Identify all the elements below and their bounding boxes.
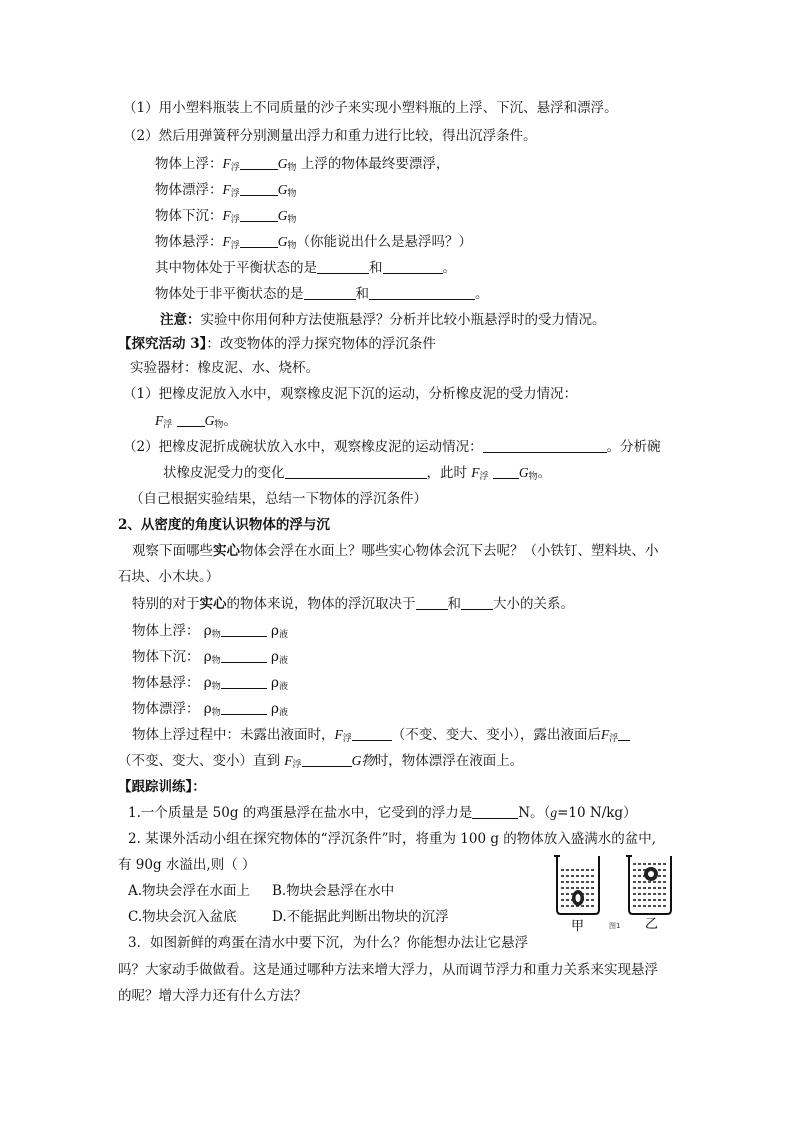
density-up: 物体上浮： $\rho_物$ $\rho_液$ [132, 623, 288, 640]
blank[interactable] [472, 804, 518, 819]
density-process: 物体上浮过程中：未露出液面时，$F_浮$ （不变、变大、变小），露出液面后$F_浮$ [132, 725, 630, 749]
blank[interactable] [240, 155, 278, 170]
option-d[interactable]: D.不能据此判断出物块的沉浮 [272, 909, 449, 925]
cond-sink-line: 物体下沉：$F_浮$ $G_物$ [155, 208, 297, 225]
density-q1: 观察下面哪些实心物体会浮在水面上？哪些实心物体会沉下去呢？（小铁钉、塑料块、小 [132, 543, 659, 559]
blank[interactable] [221, 622, 267, 637]
blank[interactable] [285, 464, 427, 479]
note-line: 注意：实验中你用何种方法使瓶悬浮？分析并比较小瓶悬浮时的受力情况。 [160, 312, 606, 328]
density-process-cont: （不变、变大、变小）直到 $F_浮$ G物时，物体漂浮在液面上。 [118, 753, 524, 770]
activity3-summary: （自己根据实验结果，总结一下物体的浮沉条件） [130, 491, 427, 507]
training-q2: 2. 某课外活动小组在探究物体的“浮沉条件”时，将重为 100 g 的物体放入盛满水的盆中, [128, 831, 657, 847]
beaker-yi [626, 856, 671, 914]
blank[interactable] [221, 674, 267, 689]
density-float: 物体漂浮： $\rho_物$ $\rho_液$ [132, 701, 288, 718]
note-label: 注意： [160, 312, 201, 328]
training-q3: 3．如图新鲜的鸡蛋在清水中要下沉，为什么？你能想办法让它悬浮 [128, 935, 529, 951]
cond-float-line: 物体漂浮：$F_浮$ $G_物$ [155, 182, 297, 199]
blank[interactable] [177, 412, 205, 427]
blank[interactable] [304, 285, 356, 300]
blank[interactable] [317, 259, 369, 274]
blank[interactable] [369, 285, 475, 300]
activity3-equipment: 实验器材：橡皮泥、水、烧杯。 [130, 360, 319, 376]
option-c[interactable]: C.物块会沉入盆底 [128, 909, 237, 925]
density-down: 物体下沉： $\rho_物$ $\rho_液$ [132, 649, 288, 666]
blank[interactable] [240, 181, 278, 196]
option-b[interactable]: B.物块会悬浮在水中 [272, 883, 395, 899]
blank[interactable] [493, 464, 519, 479]
activity3-step1-formula: $F_浮$ $G_物$。 [155, 413, 237, 430]
density-q2: 特别的对于实心的物体来说，物体的浮沉取决于 和 大小的关系。 [132, 596, 574, 612]
density-q1-cont: 石块、小木块。） [118, 569, 220, 585]
blank[interactable] [483, 438, 607, 453]
training-q1: 1.一个质量是 50g 的鸡蛋悬浮在盐水中，它受到的浮力是 N。（g=10 N/kg） [128, 805, 637, 821]
figure-caption: 图1 [609, 922, 621, 930]
blank[interactable] [221, 648, 267, 663]
exp-step-1: （1）用小塑料瓶装上不同质量的沙子来实现小塑料瓶的上浮、下沉、悬浮和漂浮。 [123, 100, 618, 116]
beakers-figure [553, 852, 683, 932]
blank[interactable] [352, 726, 392, 741]
exp-step-2: （2）然后用弹簧秤分别测量出浮力和重力进行比较，得出沉浮条件。 [123, 128, 537, 144]
blank[interactable] [240, 233, 278, 248]
blank[interactable] [416, 595, 448, 610]
activity3-step2: （2）把橡皮泥折成碗状放入水中，观察橡皮泥的运动情况： 。分析碗 [123, 439, 661, 455]
label-yi: 乙 [645, 917, 659, 932]
training-q3-cont2: 的呢？增大浮力还有什么方法？ [118, 988, 307, 1004]
beaker-jia [554, 856, 599, 914]
blank[interactable] [240, 207, 278, 222]
blank[interactable] [618, 726, 630, 741]
training-heading: 【跟踪训练】： [118, 779, 206, 795]
density-suspend: 物体悬浮： $\rho_物$ $\rho_液$ [132, 675, 288, 692]
activity3-step2-cont: 状橡皮泥受力的变化 ，此时 $F_浮$ $G_物$。 [163, 465, 552, 482]
unbalance-line: 物体处于非平衡状态的是 和 。 [155, 286, 489, 302]
blank[interactable] [383, 259, 443, 274]
cond-suspend-line: 物体悬浮：$F_浮$ $G_物$（你能说出什么是悬浮吗？） [155, 234, 473, 251]
blank[interactable] [221, 700, 267, 715]
activity3-step1: （1）把橡皮泥放入水中，观察橡皮泥下沉的运动，分析橡皮泥的受力情况： [123, 386, 578, 402]
label-jia: 甲 [571, 919, 585, 932]
blank[interactable] [302, 752, 352, 767]
density-heading: 2、从密度的角度认识物体的浮与沉 [118, 517, 330, 533]
cond-up-line: 物体上浮：$F_浮$ $G_物$ 上浮的物体最终要漂浮， [155, 156, 450, 173]
activity3-title: 【探究活动 3】：改变物体的浮力探究物体的浮沉条件 [118, 336, 436, 352]
cond-up-label: 物体上浮： [155, 156, 223, 172]
blank[interactable] [461, 595, 493, 610]
training-q3-cont1: 吗？大家动手做做看。这是通过哪种方法来增大浮力，从而调节浮力和重力关系来实现悬浮 [118, 962, 658, 978]
training-q2-cont: 有 90g 水溢出,则（ ） [118, 857, 256, 873]
balance-line: 其中物体处于平衡状态的是 和 。 [155, 260, 456, 276]
option-a[interactable]: A.物块会浮在水面上 [128, 883, 251, 899]
